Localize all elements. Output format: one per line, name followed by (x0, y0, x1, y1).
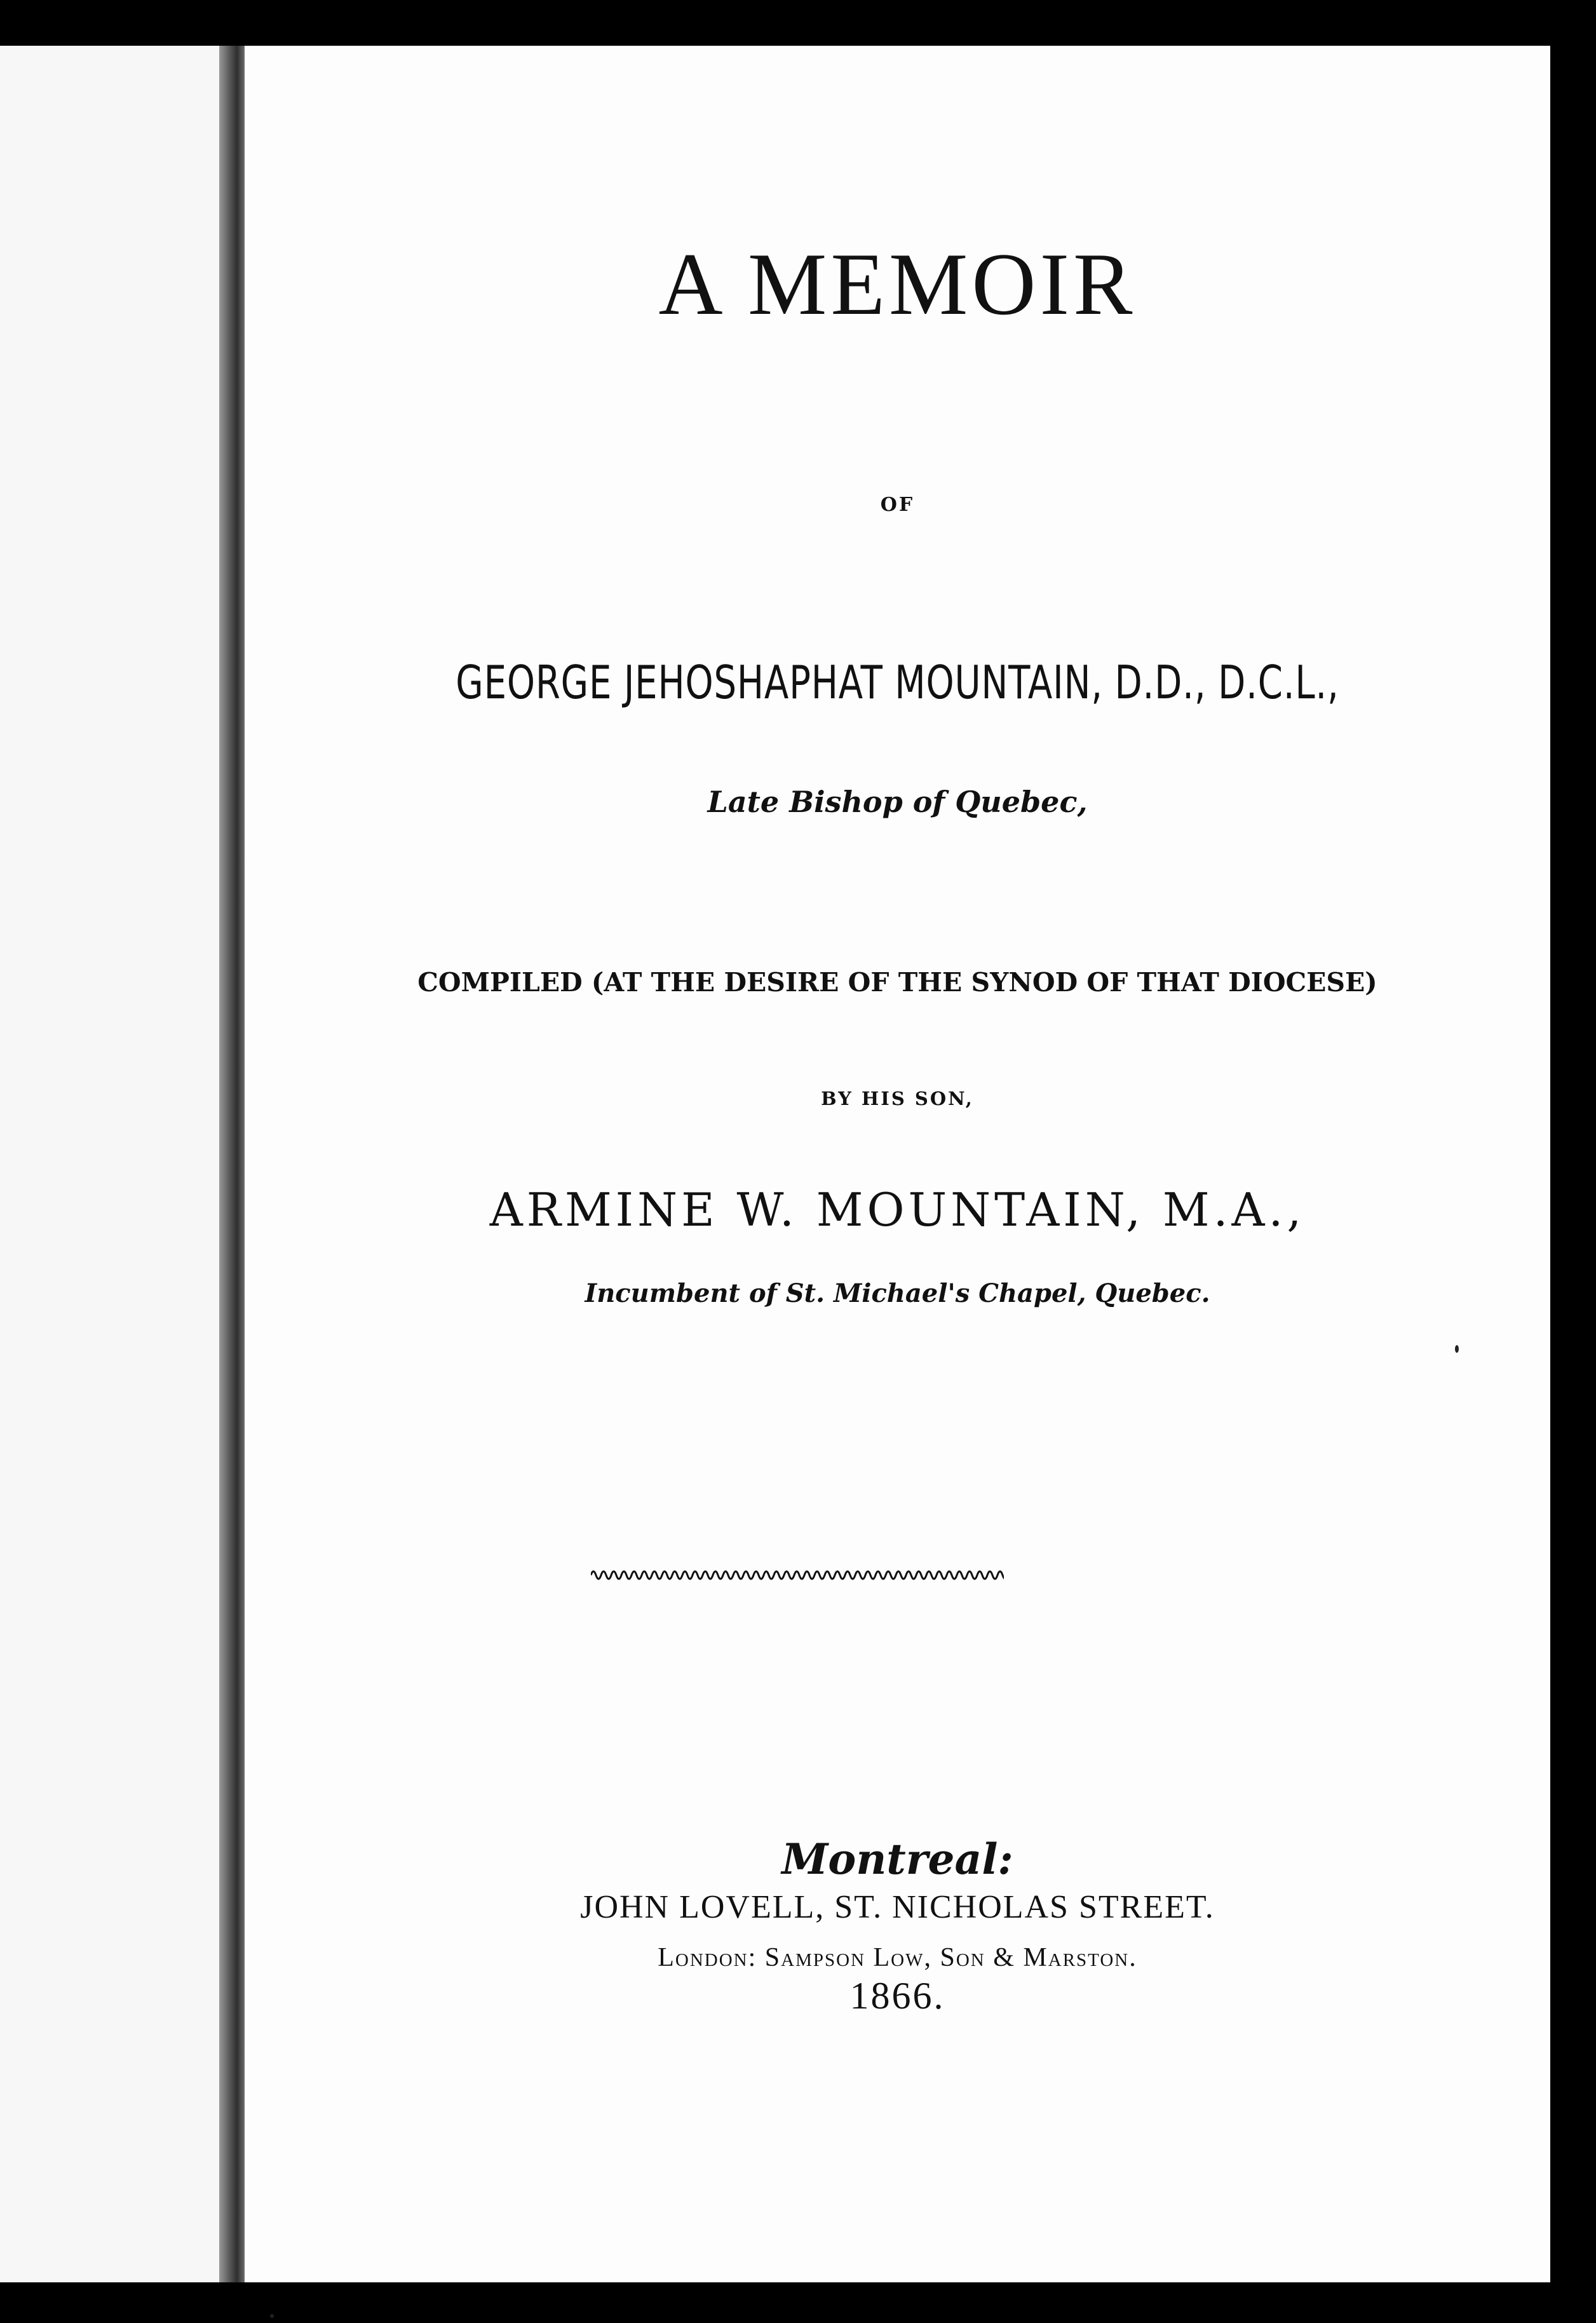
compiled-note: COMPILED (AT THE DESIRE OF THE SYNOD OF THAT DIOCESE) (417, 967, 1377, 998)
book-title: A MEMOIR (658, 235, 1137, 334)
imprint-city: Montreal: (781, 1834, 1013, 1884)
book-spine (219, 46, 245, 2282)
ink-speck (270, 2314, 274, 2318)
imprint-london: London: Sampson Low, Son & Marston. (658, 1943, 1137, 1972)
imprint-year: 1866. (849, 1975, 945, 2017)
imprint-publisher: JOHN LOVELL, ST. NICHOLAS STREET. (580, 1889, 1215, 1925)
by-label: BY HIS SON, (821, 1088, 974, 1109)
facing-page (0, 46, 219, 2282)
of-label: OF (880, 494, 915, 516)
title-page (245, 46, 1550, 2282)
wavy-rule-ornament (591, 1562, 1004, 1588)
author-role: Incumbent of St. Michael's Chapel, Quebec. (585, 1278, 1210, 1308)
subject-role: Late Bishop of Quebec, (707, 785, 1088, 819)
author-name: ARMINE W. MOUNTAIN, M.A., (489, 1183, 1306, 1236)
ink-speck (1455, 1345, 1459, 1353)
subject-name: GEORGE JEHOSHAPHAT MOUNTAIN, D.D., D.C.L., (456, 656, 1339, 709)
